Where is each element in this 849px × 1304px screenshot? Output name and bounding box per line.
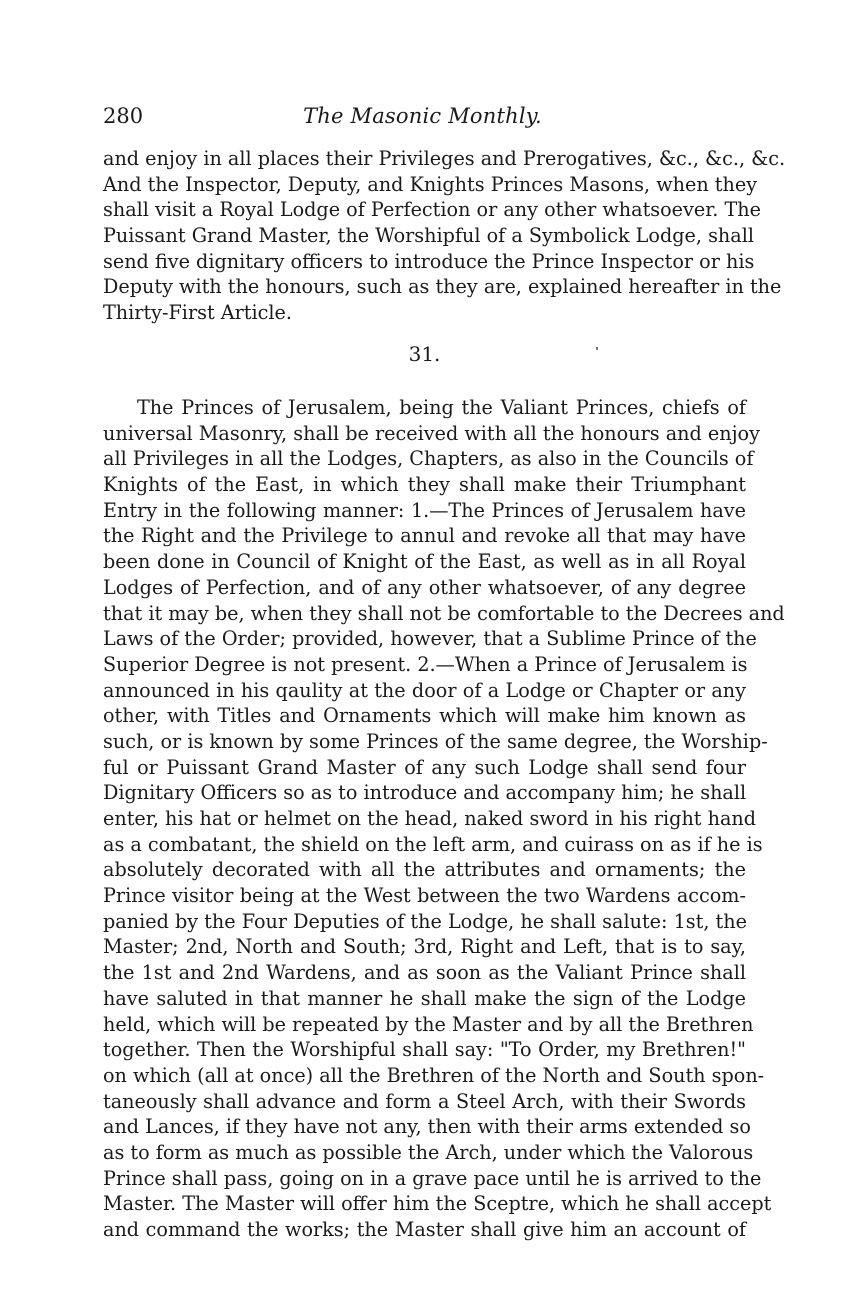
- text-line: other, with Titles and Ornaments which will make him known as: [103, 704, 746, 728]
- text-line: as to form as much as possible the Arch, under which the Valorous: [103, 1140, 754, 1164]
- text-line: held, which will be repeated by the Master and by all the Brethren: [103, 1012, 754, 1036]
- text-line: Puissant Grand Master, the Worshipful of a Symbolick Lodge, shall: [103, 224, 755, 248]
- text-line: Master; 2nd, North and South; 3rd, Right and Left, that is to say,: [103, 935, 746, 959]
- print-speck: [596, 347, 598, 350]
- running-head: [100, 101, 745, 131]
- text-line: as a combatant, the shield on the left arm, and cuirass on as if he is: [103, 832, 763, 856]
- text-line: Deputy with the honours, such as they are, explained hereafter in the: [103, 275, 782, 299]
- text-line: and command the works; the Master shall give him an account of: [103, 1218, 746, 1241]
- text-line: been done in Council of Knight of the East, as well as in all Royal: [103, 550, 746, 574]
- text-line: together. Then the Worshipful shall say: "To Order, my Brethren!": [103, 1038, 746, 1062]
- text-line: have saluted in that manner he shall make the sign of the Lodge: [103, 986, 746, 1010]
- text-line: The Princes of Jerusalem, being the Valiant Princes, chiefs of: [137, 396, 746, 419]
- text-line: the Right and the Privilege to annul and revoke all that may have: [103, 524, 746, 548]
- text-line: send five dignitary officers to introduce the Prince Inspector or his: [103, 249, 755, 273]
- text-line: that it may be, when they shall not be comfortable to the Decrees and: [103, 601, 785, 625]
- text-line: Thirty-First Article.: [103, 301, 292, 325]
- text-line: shall visit a Royal Lodge of Perfection or any other whatsoever. The: [103, 198, 761, 222]
- text-line: taneously shall advance and form a Steel Arch, with their Swords: [103, 1089, 746, 1113]
- text-line: And the Inspector, Deputy, and Knights Princes Masons, when they: [103, 172, 758, 196]
- text-line: Superior Degree is not present. 2.—When a Prince of Jerusalem is: [103, 652, 748, 676]
- text-line: ful or Puissant Grand Master of any such Lodge shall send four: [103, 755, 746, 779]
- text-line: all Privileges in all the Lodges, Chapters, as also in the Councils of: [103, 447, 754, 471]
- text-line: Knights of the East, in which they shall make their Triumphant: [103, 473, 746, 497]
- journal-title: The Masonic Monthly.: [303, 104, 542, 128]
- paragraph-article-30-end: [103, 146, 786, 326]
- section-number: 31.: [408, 342, 441, 366]
- paragraph-article-31: [103, 395, 785, 1243]
- text-line: Entry in the following manner: 1.—The Princes of Jerusalem have: [103, 498, 746, 522]
- text-line: Dignitary Officers so as to introduce and accompany him; he shall: [103, 781, 747, 805]
- text-line: such, or is known by some Princes of the same degree, the Worship-: [103, 729, 768, 753]
- text-line: the 1st and 2nd Wardens, and as soon as the Valiant Prince shall: [103, 961, 746, 985]
- text-line: universal Masonry, shall be received with all the honours and enjoy: [103, 421, 760, 445]
- text-line: Lodges of Perfection, and of any other whatsoever, of any degree: [103, 575, 746, 599]
- text-line: announced in his qaulity at the door of a Lodge or Chapter or any: [103, 678, 746, 702]
- text-line: on which (all at once) all the Brethren of the North and South spon-: [103, 1063, 765, 1087]
- text-line: and Lances, if they have not any, then with their arms extended so: [103, 1115, 751, 1139]
- text-line: and enjoy in all places their Privileges and Prerogatives, &c., &c., &c.: [103, 147, 786, 170]
- page-number: 280: [103, 104, 144, 128]
- text-line: Master. The Master will offer him the Sceptre, which he shall accept: [103, 1192, 772, 1216]
- text-line: Prince shall pass, going on in a grave pace until he is arrived to the: [103, 1166, 762, 1190]
- text-line: Laws of the Order; provided, however, that a Sublime Prince of the: [103, 627, 757, 651]
- text-line: panied by the Four Deputies of the Lodge, he shall salute: 1st, the: [103, 909, 747, 933]
- text-line: enter, his hat or helmet on the head, naked sword in his right hand: [103, 807, 757, 830]
- text-line: Prince visitor being at the West between the two Wardens accom-: [103, 884, 746, 908]
- text-line: absolutely decorated with all the attributes and ornaments; the: [103, 858, 746, 882]
